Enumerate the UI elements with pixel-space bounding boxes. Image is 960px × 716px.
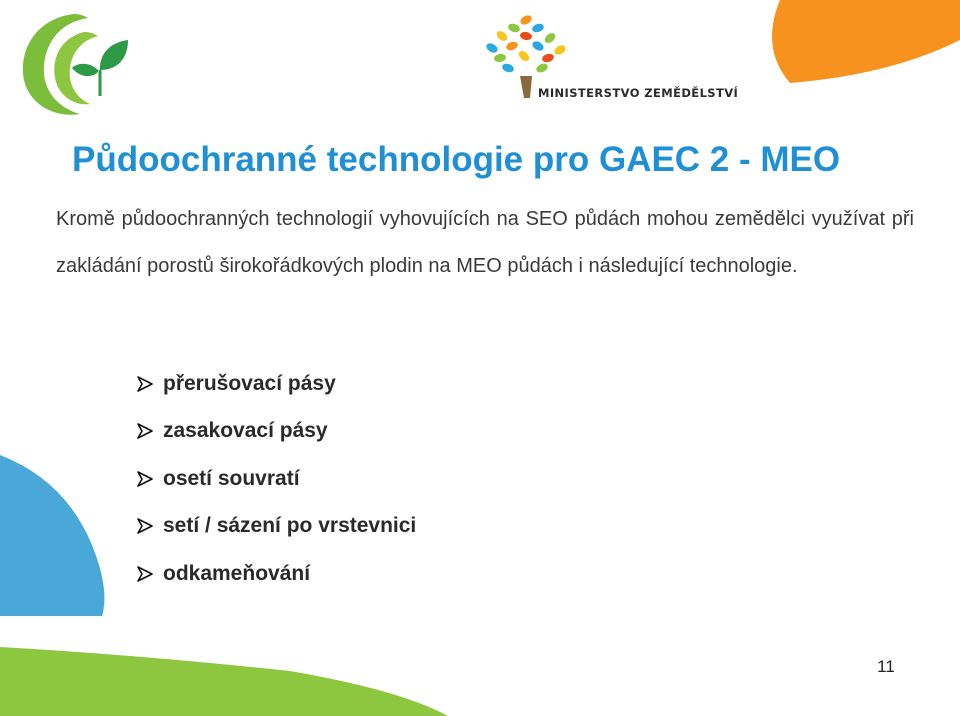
slide-title: Půdoochranné technologie pro GAEC 2 - MEO bbox=[72, 140, 841, 179]
orange-corner-shape bbox=[772, 0, 960, 83]
blue-side-shape bbox=[0, 455, 104, 616]
list-item bbox=[136, 503, 416, 551]
list-item bbox=[136, 550, 416, 598]
list-item-text: zasakovací pásy bbox=[163, 419, 328, 443]
green-bottom-shape bbox=[0, 647, 448, 716]
list-item-text: setí / sázení po vrstevnici bbox=[163, 514, 417, 538]
arrowhead-bullet-icon bbox=[136, 422, 154, 440]
technology-list bbox=[136, 360, 416, 598]
ministry-name: MINISTERSTVO ZEMĚDĚLSTVÍ bbox=[538, 86, 739, 100]
intro-paragraph: Kromě půdoochranných technologií vyhovujících na SEO půdách mohou zemědělci využívat při zakládání porostů širokořádkových plodin na MEO půdách i následující technologie. bbox=[56, 208, 914, 277]
list-item bbox=[136, 455, 416, 503]
arrowhead-bullet-icon bbox=[136, 375, 154, 393]
list-item-text: odkameňování bbox=[163, 561, 311, 585]
list-item bbox=[136, 360, 416, 408]
list-item bbox=[136, 408, 416, 456]
arrowhead-bullet-icon bbox=[136, 565, 154, 583]
list-item-text: osetí souvratí bbox=[163, 466, 300, 490]
page-number: 11 bbox=[877, 657, 895, 676]
organization-logo bbox=[14, 8, 132, 120]
list-item-text: přerušovací pásy bbox=[163, 371, 336, 395]
arrowhead-bullet-icon bbox=[136, 470, 154, 488]
arrowhead-bullet-icon bbox=[136, 517, 154, 535]
